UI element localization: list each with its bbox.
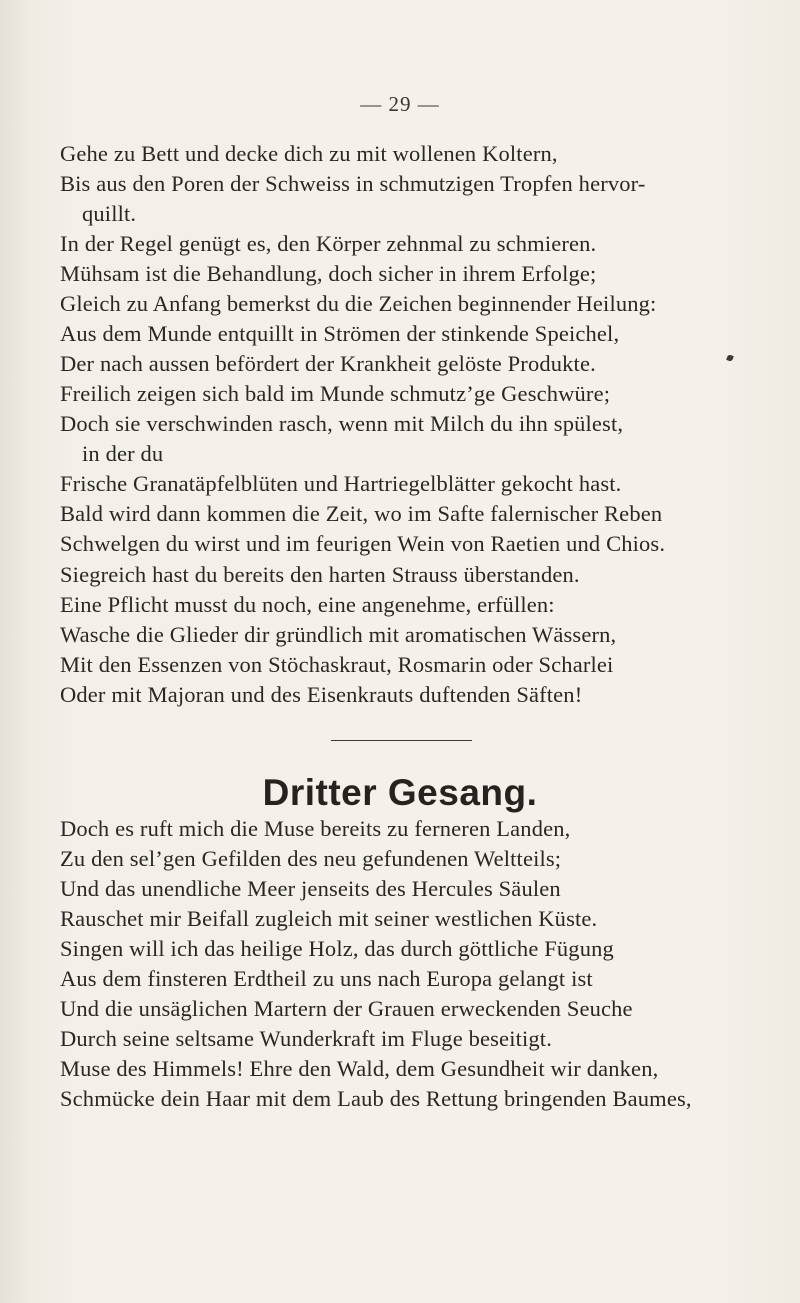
stanza-1 [60,139,760,559]
section-divider [331,740,472,741]
verse-line: Oder mit Majoran und des Eisenkrauts duftenden Säften! [60,682,583,707]
verse-line: Singen will ich das heilige Holz, das durch göttliche Fügung [60,936,614,961]
verse-line: Der nach aussen befördert der Krankheit gelöste Produkte. [60,351,596,376]
verse-line-continuation: quillt. [82,201,137,226]
verse-line-continuation: in der du [82,441,164,466]
verse-line: Und das unendliche Meer jenseits des Hercules Säulen [60,876,561,901]
verse-line: Eine Pflicht musst du noch, eine angenehme, erfüllen: [60,592,555,617]
verse-line: Schmücke dein Haar mit dem Laub des Rettung bringenden Baumes, [60,1086,692,1111]
verse-line: Und die unsäglichen Martern der Grauen erweckenden Seuche [60,996,633,1021]
verse-line: Mit den Essenzen von Stöchaskraut, Rosmarin oder Scharlei [60,652,614,677]
verse-line: Bald wird dann kommen die Zeit, wo im Safte falernischer Reben [60,501,663,526]
stanza-2 [60,560,760,710]
verse-line: In der Regel genügt es, den Körper zehnmal zu schmieren. [60,231,597,256]
verse-line: Zu den sel’gen Gefilden des neu gefundenen Weltteils; [60,846,562,871]
verse-line: Bis aus den Poren der Schweiss in schmutzigen Tropfen hervor- [60,171,646,196]
section-heading: Dritter Gesang. [262,772,538,813]
verse-line: Rauschet mir Beifall zugleich mit seiner westlichen Küste. [60,906,598,931]
page-number: — 29 — [360,92,440,116]
verse-line: Gehe zu Bett und decke dich zu mit wollenen Koltern, [60,141,558,166]
verse-line: Aus dem finsteren Erdtheil zu uns nach Europa gelangt ist [60,966,593,991]
verse-line: Durch seine seltsame Wunderkraft im Fluge beseitigt. [60,1026,552,1051]
verse-line: Doch es ruft mich die Muse bereits zu ferneren Landen, [60,816,571,841]
verse-line: Muse des Himmels! Ehre den Wald, dem Gesundheit wir danken, [60,1056,659,1081]
verse-line: Frische Granatäpfelblüten und Hartriegelblätter gekocht hast. [60,471,622,496]
verse-line: Aus dem Munde entquillt in Strömen der stinkende Speichel, [60,321,620,346]
stanza-3 [60,814,760,1114]
verse-line: Doch sie verschwinden rasch, wenn mit Milch du ihn spülest, [60,411,624,436]
verse-line: Gleich zu Anfang bemerkst du die Zeichen beginnender Heilung: [60,291,657,316]
verse-line: Siegreich hast du bereits den harten Strauss überstanden. [60,562,580,587]
verse-line: Schwelgen du wirst und im feurigen Wein von Raetien und Chios. [60,531,666,556]
verse-line: Wasche die Glieder dir gründlich mit aromatischen Wässern, [60,622,617,647]
verse-line: Mühsam ist die Behandlung, doch sicher in ihrem Erfolge; [60,261,597,286]
verse-line: Freilich zeigen sich bald im Munde schmutz’ge Geschwüre; [60,381,611,406]
